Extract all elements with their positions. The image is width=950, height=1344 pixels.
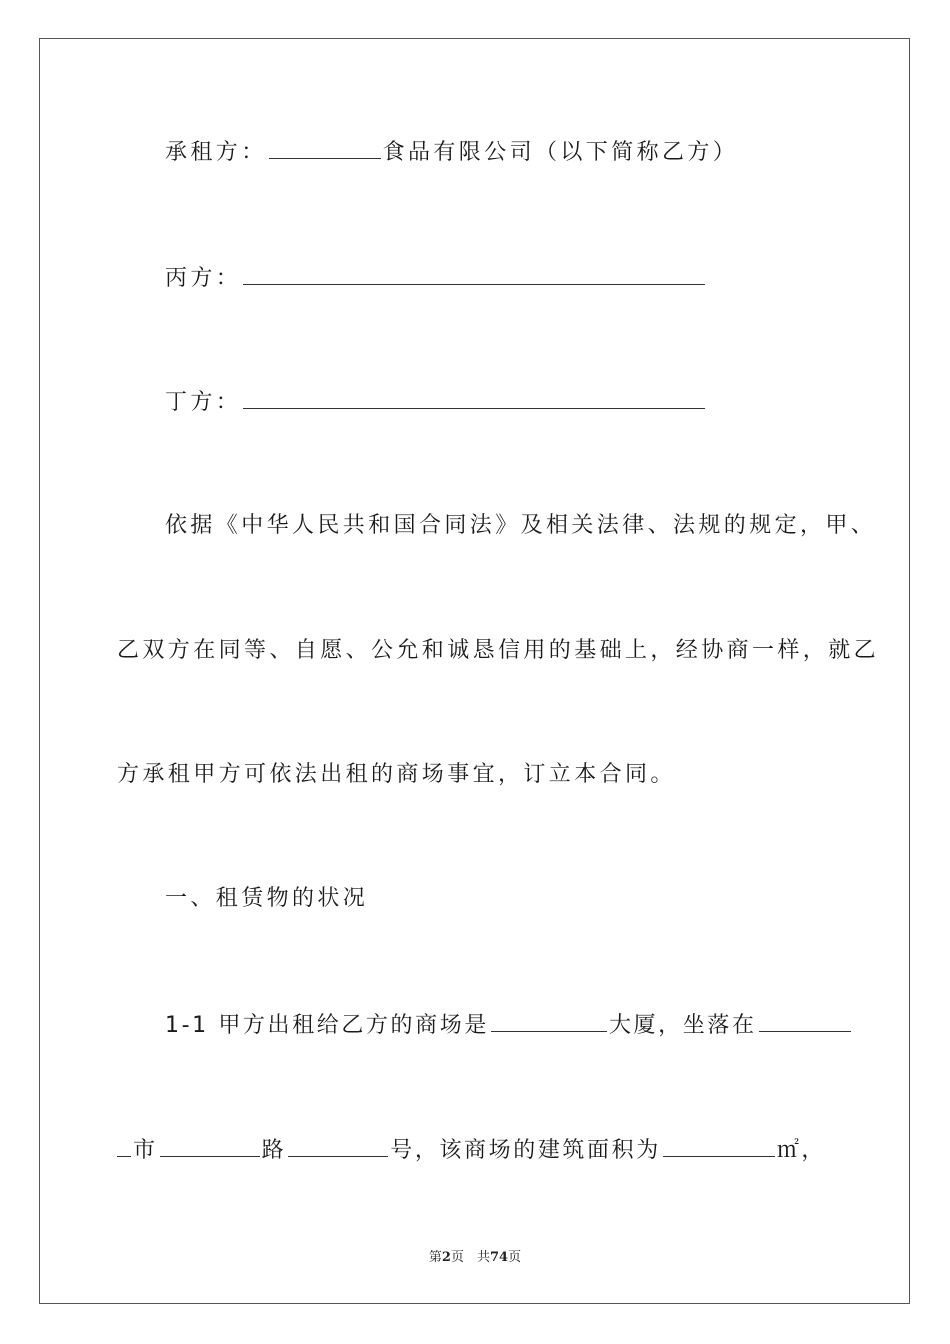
location-blank — [759, 1009, 851, 1032]
building-name-blank — [491, 1009, 607, 1032]
lessee-line — [165, 136, 950, 168]
party-d-label: 丁方： — [165, 390, 242, 415]
page-border — [39, 38, 910, 1304]
preamble-line-1: 依据《中华人民共和国合同法》及相关法律、法规的规定，甲、 — [165, 513, 877, 538]
location-blank-cont — [117, 1134, 131, 1157]
lessee-name-blank — [269, 136, 381, 159]
preamble-line-3: 方承租甲方可依法出租的商场事宜，订立本合同。 — [117, 762, 676, 787]
clause-1-1-part4: 路 — [261, 1138, 287, 1163]
preamble-line-2: 乙双方在同等、自愿、公允和诚恳信用的基础上，经协商一样，就乙 — [117, 638, 880, 663]
footer-page-suffix: 页 — [508, 1250, 522, 1265]
clause-1-1-part6: ㎡， — [776, 1138, 827, 1163]
clause-1-1-part3: 市 — [133, 1138, 158, 1163]
area-blank — [663, 1134, 775, 1157]
clause-1-1-part1: 1-1 甲方出租给乙方的商场是 — [165, 1013, 489, 1038]
clause-1-1-line-1 — [165, 1009, 950, 1041]
party-d-blank — [243, 386, 705, 409]
lessee-suffix: 食品有限公司（以下简称乙方） — [382, 140, 739, 165]
clause-1-1-part5: 号，该商场的建筑面积为 — [390, 1138, 661, 1163]
footer-page-number: 2 — [441, 1250, 451, 1265]
page-footer — [0, 1246, 950, 1265]
party-c-label: 丙方： — [165, 266, 242, 291]
footer-page-mid: 页 共 — [450, 1250, 490, 1265]
section-1-heading: 一、租赁物的状况 — [165, 886, 369, 911]
clause-1-1-part2: 大厦，坐落在 — [608, 1013, 757, 1038]
party-c-blank — [243, 262, 705, 285]
footer-total-pages: 74 — [489, 1250, 509, 1265]
lessee-label: 承租方： — [165, 140, 267, 165]
party-d-line — [165, 386, 950, 418]
footer-page-prefix: 第 — [428, 1250, 442, 1265]
road-blank — [288, 1134, 388, 1157]
party-c-line — [165, 262, 950, 294]
city-blank — [160, 1134, 260, 1157]
clause-1-1-line-2 — [117, 1134, 950, 1166]
